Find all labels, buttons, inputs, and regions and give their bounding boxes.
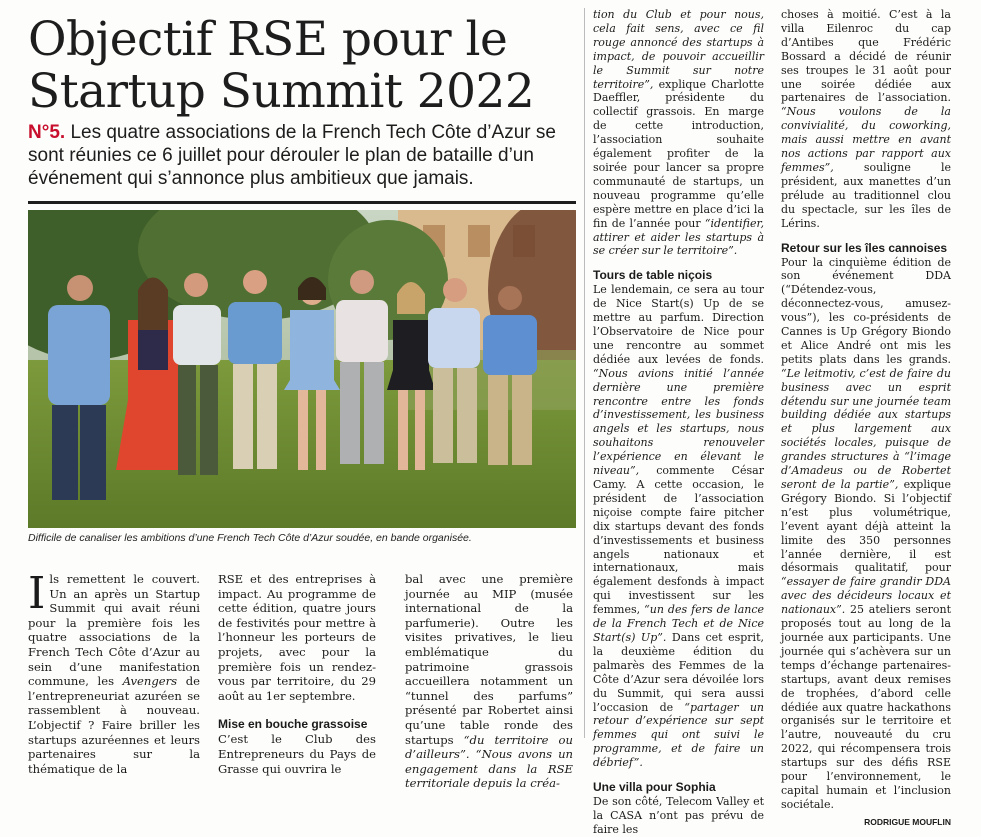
col4-text-e: De son côté, Telecom Valley et la CASA n’ont pas prévu de faire les [593, 795, 764, 836]
col3-text-italic-1: “du territoire ou d’ailleurs”. [405, 732, 574, 762]
subhead-grasse: Mise en bouche grassoise [218, 717, 368, 732]
col1-text-italic: Avengers [122, 674, 178, 689]
title-line-1: Objectif RSE pour le [28, 12, 508, 67]
col5-text-italic-3: “essayer de faire grandir DDA avec des décideurs locaux et nationaux”. [781, 575, 951, 617]
column-3 [405, 572, 573, 791]
column-1 [28, 568, 200, 776]
col4-text-italic-2: “identifier, attirer et aider les startups à se créer sur le territoire”. [593, 216, 765, 258]
lead-text: Les quatre associations de la French Tech Côte d’Azur se sont réunies ce 6 juillet pour dérouler le plan de bataille d’un événement qui s’annonce plus ambitieux que jamais. [28, 122, 556, 189]
col5-text-a: choses à moitié. C’est à la villa Eilenroc du cap d’Antibes que Frédéric Bossard a décidé de réunir ses troupes le 31 août pour une soirée dédiée aux partenaires de l’association. [781, 8, 951, 105]
header-rule [28, 201, 576, 204]
col1-text-a: ls remettent le couvert. Un an après un Startup Summit qui avait réuni pour la première fois les quatre associations de la French Tech Côte d’Azur au sein d’une manifestation commune, les [28, 572, 200, 689]
column-5 [781, 8, 951, 830]
author-signature: RODRIGUE MOUFLIN [864, 816, 951, 827]
article-lead [28, 121, 573, 190]
col4-text-italic-1: tion du Club et pour nous, cela fait sens, avec ce fil rouge annoncé des startups à impact, de pouvoir accueillir le Summit sur notre territoire”, [593, 8, 764, 91]
subhead-nice: Tours de table niçois [593, 268, 713, 283]
group-photo [28, 210, 576, 528]
col3-text-italic-2: “Nous avons un engagement dans la RSE territoriale depuis la créa- [405, 747, 574, 791]
col2-paragraph-1: RSE et des entreprises à impact. Au programme de cette édition, quatre jours de festivités pour mettre à l’honneur les porteurs de projets, avec pour la première fois un rendez-vous par territoire, du 29 août au 1er septembre. [218, 572, 376, 703]
col4-text-b: Le lendemain, ce sera au tour de Nice Start(s) Up de se mettre au parfum. Direction l’Observatoire de Nice pour une rencontre au sommet dédiée aux levées de fonds. [593, 283, 764, 366]
col4-text-c: commente César Camy. A cette occasion, le président de l’association niçoise compte faire pitcher dix startups devant des fonds d’investissements et business angels nationaux et internationaux, mais également desfonds à impact qui investissent sur les femmes, [593, 464, 764, 617]
column-4 [593, 8, 764, 837]
title-line-2: Startup Summit 2022 [28, 64, 535, 119]
col5-text-italic-1: “Nous voulons de la convivialité, du coworking, mais aussi mettre en avant nos actions par rapport aux femmes”, [781, 105, 951, 174]
photo-caption: Difficile de canaliser les ambitions d’une French Tech Côte d’Azur soudée, en bande organisée. [28, 532, 472, 544]
col4-text-d: Dans cet esprit, la deuxième édition du palmarès des Femmes de la Côte d’Azur sera dévoilée lors du Summit, qui sera aussi l’occasion de [593, 630, 764, 714]
col5-text-b: souligne le président, aux manettes d’un prélude au traditionnel clou du spectacle, sur les îles de Lérins. [781, 160, 951, 230]
column-divider [584, 8, 585, 738]
drop-cap: I [28, 568, 46, 619]
col5-text-italic-2: “Le leitmotiv, c’est de faire du business avec un esprit détendu sur une journée team building dédiée aux startups et plus largement aux sociétés locales, puisque de grandes structures à “l’image d’Amadeus ou de Robertet seront de la partie”, [781, 366, 951, 491]
col3-text-a: bal avec une première journée au MIP (musée international de la parfumerie). Outre les visites privatives, le lieu emblématique du patrimoine grassois accueillera notamment un “tunnel des parfums” présenté par Robertet ainsi qu’une table ronde des startups [405, 572, 573, 747]
col4-text-italic-4: “un des fers de lance de la French Tech et de Nice Start(s) Up”. [593, 603, 765, 644]
col1-text-b: de l’entrepreneuriat azuréen se rassemblent à nouveau. L’objectif ? Faire briller les startups azuréennes et leurs partenaires sur la thématique de la [28, 674, 200, 776]
article-title [28, 14, 578, 118]
col4-text-italic-3: “Nous avions initié l’année dernière une première rencontre entre les fonds d’investissement, les business angels et les startups, nous souhaitons renouveler l’expérience en élevant le niveau”, [593, 366, 764, 478]
col5-text-d: explique Grégory Biondo. Si l’objectif n’est plus volumétrique, l’event ayant déjà atteint la limite des 350 personnes l’année dernière, il est désormais qualitatif, pour [781, 478, 951, 575]
col5-text-e: 25 ateliers seront proposés tout au long de la journée aux participants. Une journée qui s’achèvera sur un temps d’échange partenaires-startups, avant deux remises de trophées, d’abord celle dédiée aux quatre hackathons organisés sur le territoire et l’autre, nouveauté du cru 2022, qui récompensera trois startups sur des défis RSE pour l’environnement, le capital humain et l’inclusion sociétale. [781, 603, 952, 811]
col2-paragraph-2: C’est le Club des Entrepreneurs du Pays de Grasse qui ouvrira le [218, 732, 376, 776]
issue-number: N°5. [28, 122, 66, 143]
col5-text-c: Pour la cinquième édition de son événement DDA (“Détendez-vous, déconnectez-vous, amusez-vous”), les co-présidents de Cannes is Up Grégory Biondo et Alice André ont mis les petits plats dans les grands. [781, 255, 951, 366]
subhead-sophia: Une villa pour Sophia [593, 780, 716, 795]
col4-text-italic-5: “partager un retour d’expérience sur sept femmes qui ont suivi le programme, et de faire un débrief”. [593, 700, 765, 770]
col4-text-a: explique Charlotte Daeffler, présidente du collectif grassois. En marge de cette introduction, l’association souhaite également profiter de la soirée pour lancer sa propre communauté de startups, un nouveau programme qu’elle espère mettre en place d’ici la fin de l’année pour [593, 77, 764, 230]
subhead-cannes: Retour sur les îles cannoises [781, 240, 948, 255]
column-2 [218, 572, 376, 776]
